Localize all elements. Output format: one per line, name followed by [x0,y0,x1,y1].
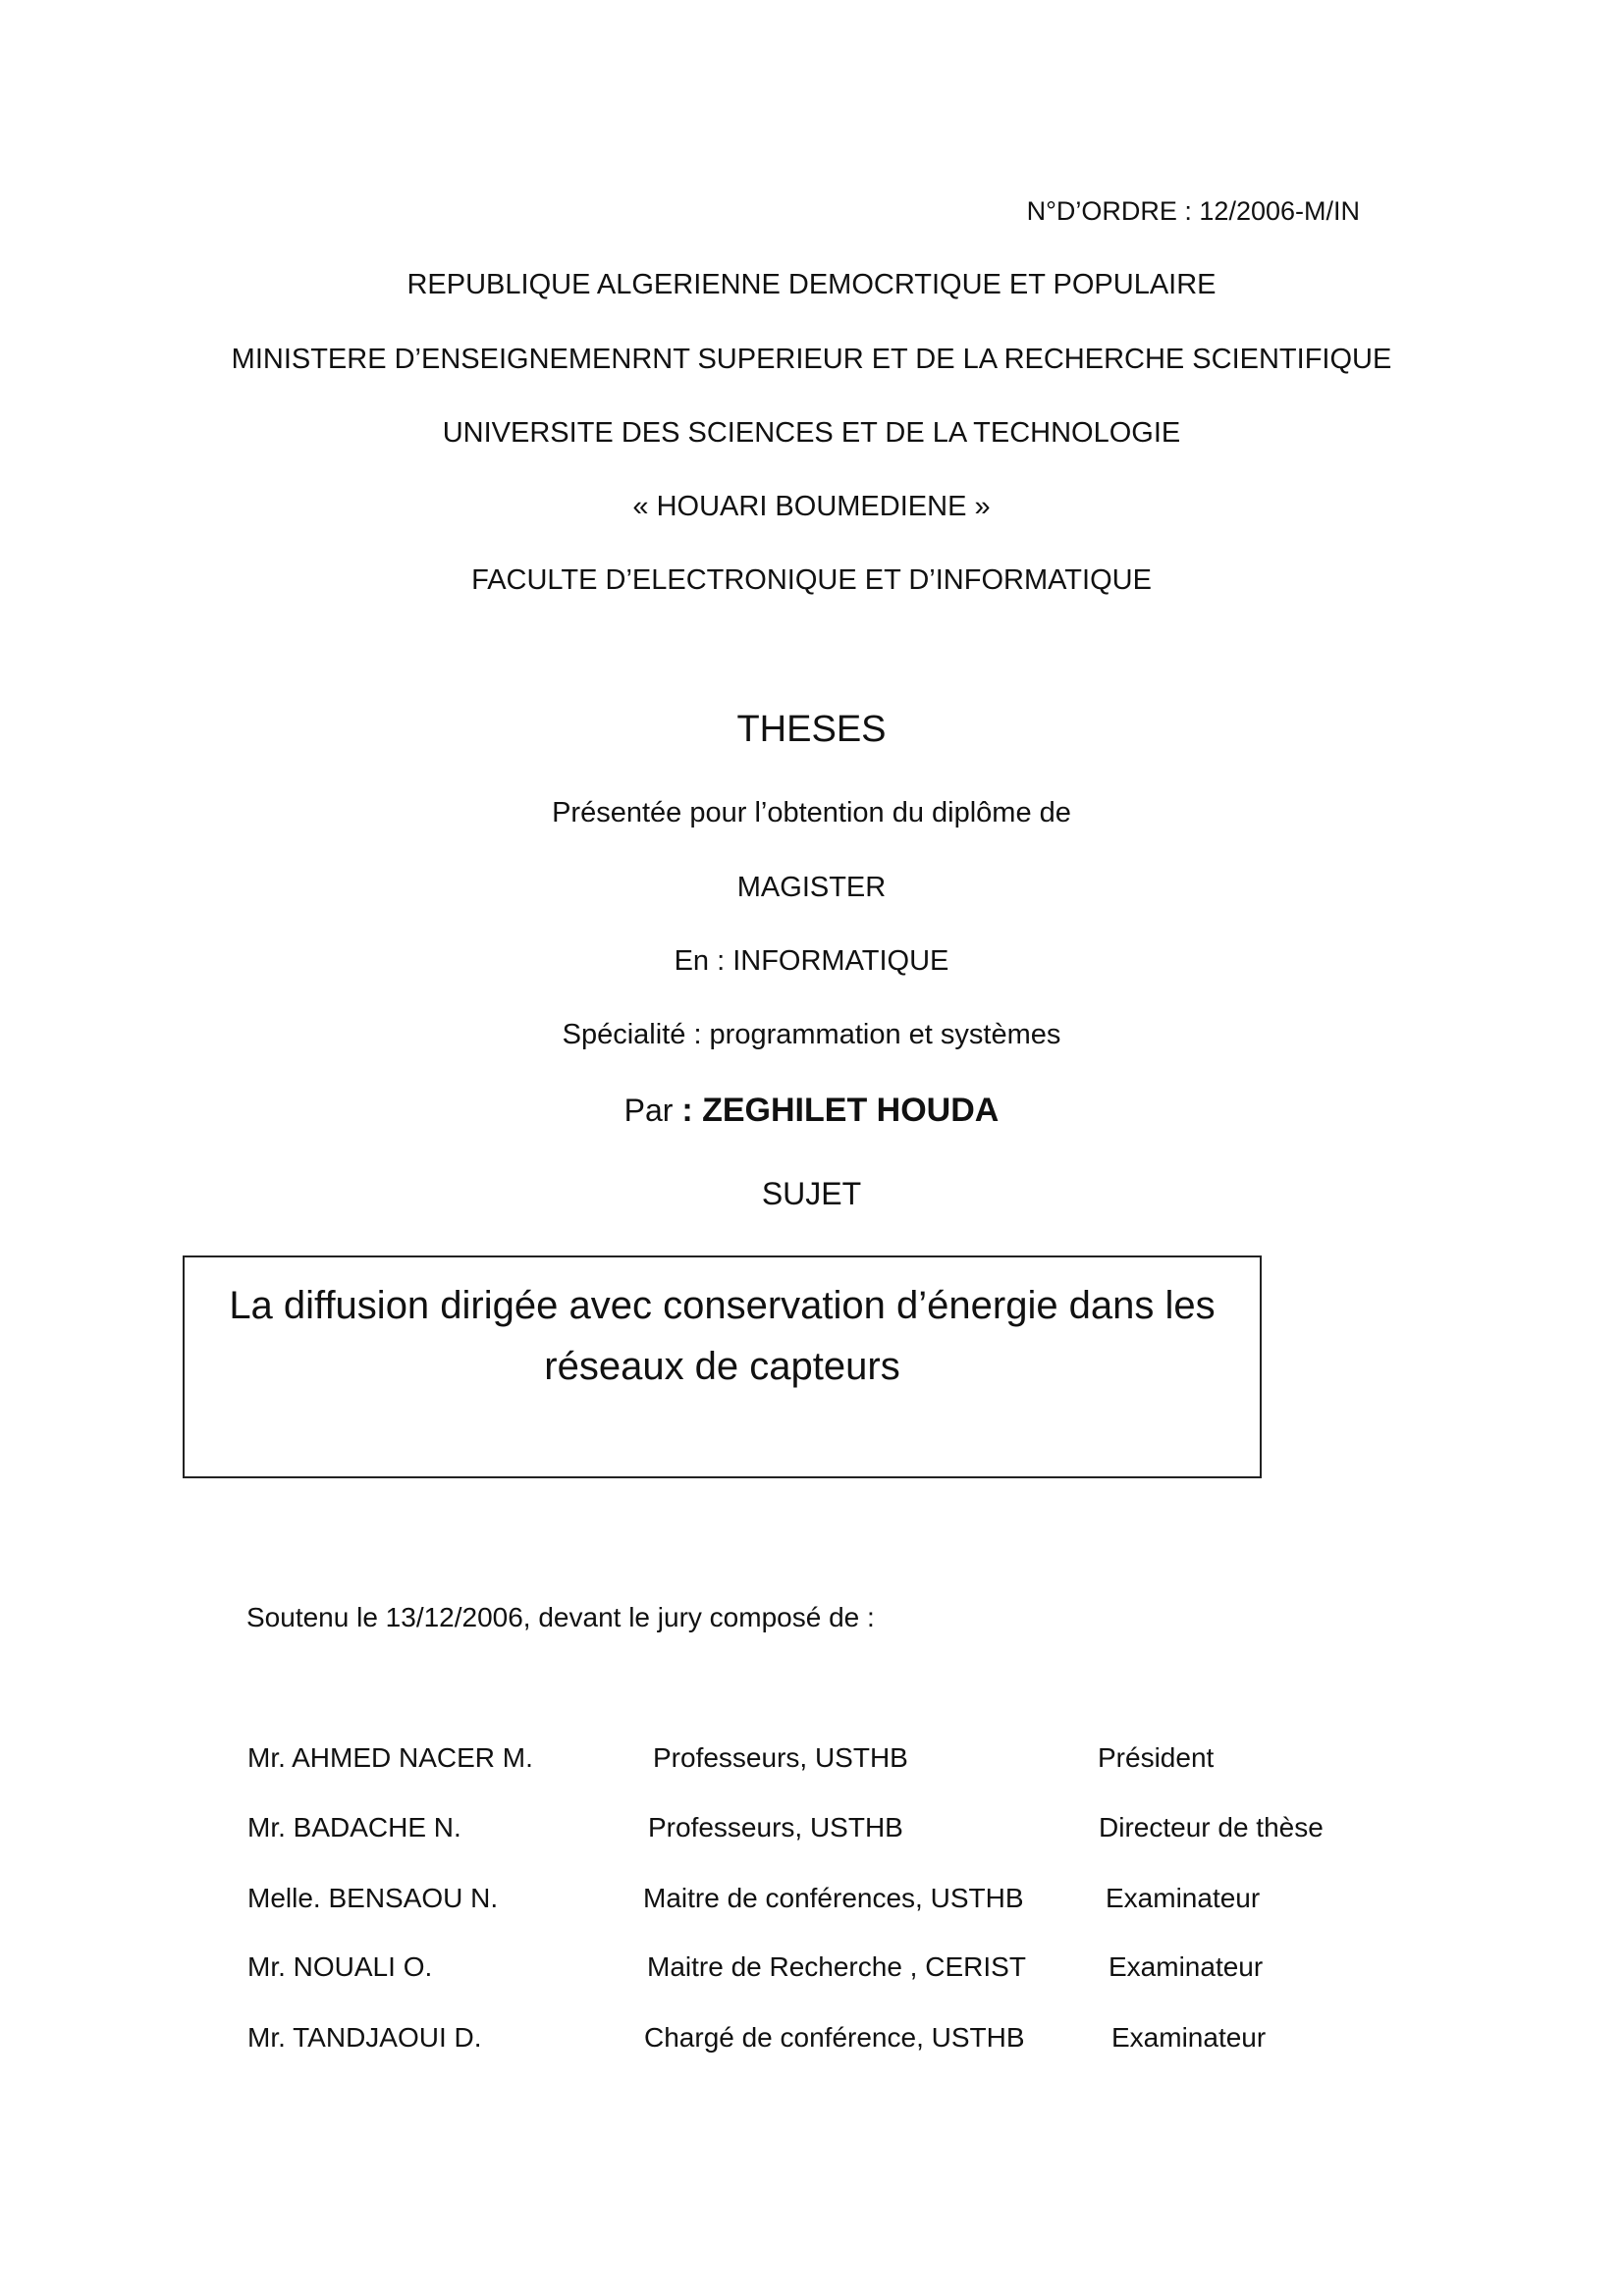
presented-for-line: Présentée pour l’obtention du diplôme de [552,797,1071,828]
jury-role: Examinateur [1109,1951,1264,1982]
jury-name: Mr. AHMED NACER M. [247,1742,533,1773]
defense-statement: Soutenu le 13/12/2006, devant le jury composé de : [246,1602,875,1632]
field-line: En : INFORMATIQUE [674,945,949,977]
faculty-line: FACULTE D’ELECTRONIQUE ET D’INFORMATIQUE [471,564,1152,596]
jury-role: Directeur de thèse [1099,1812,1324,1842]
ministry-line: MINISTERE D’ENSEIGNEMENRNT SUPERIEUR ET DE LA RECHERCHE SCIENTIFIQUE [231,344,1392,375]
university-name-line: « HOUARI BOUMEDIENE » [632,491,991,522]
jury-grade: Professeurs, USTHB [653,1742,908,1773]
subject-box [183,1255,1262,1478]
jury-grade: Professeurs, USTHB [648,1812,903,1842]
jury-name: Mr. NOUALI O. [247,1951,433,1982]
document-type: THESES [736,709,887,750]
jury-name: Mr. BADACHE N. [247,1812,461,1842]
author-line [0,1092,1623,1130]
jury-grade: Maitre de Recherche , CERIST [647,1951,1026,1982]
university-line: UNIVERSITE DES SCIENCES ET DE LA TECHNOLOGIE [442,417,1181,449]
jury-name: Melle. BENSAOU N. [247,1883,499,1913]
speciality-line: Spécialité : programmation et systèmes [562,1019,1061,1050]
republic-line: REPUBLIQUE ALGERIENNE DEMOCRTIQUE ET POPULAIRE [406,269,1217,300]
jury-role: Examinateur [1106,1883,1261,1913]
subject-label: SUJET [761,1176,862,1211]
diploma-line: MAGISTER [736,872,887,903]
jury-role: Président [1098,1742,1215,1773]
author-name: : ZEGHILET HOUDA [681,1092,1000,1129]
jury-grade: Chargé de conférence, USTHB [644,2022,1025,2053]
jury-role: Examinateur [1111,2022,1267,2053]
order-number: N°D’ORDRE : 12/2006-M/IN [1026,196,1360,226]
jury-name: Mr. TANDJAOUI D. [247,2022,482,2053]
subject-title: La diffusion dirigée avec conservation d’énergie dans les réseaux de capteurs [229,1284,1216,1388]
jury-grade: Maitre de conférences, USTHB [643,1883,1024,1913]
author-label: Par [623,1093,674,1128]
